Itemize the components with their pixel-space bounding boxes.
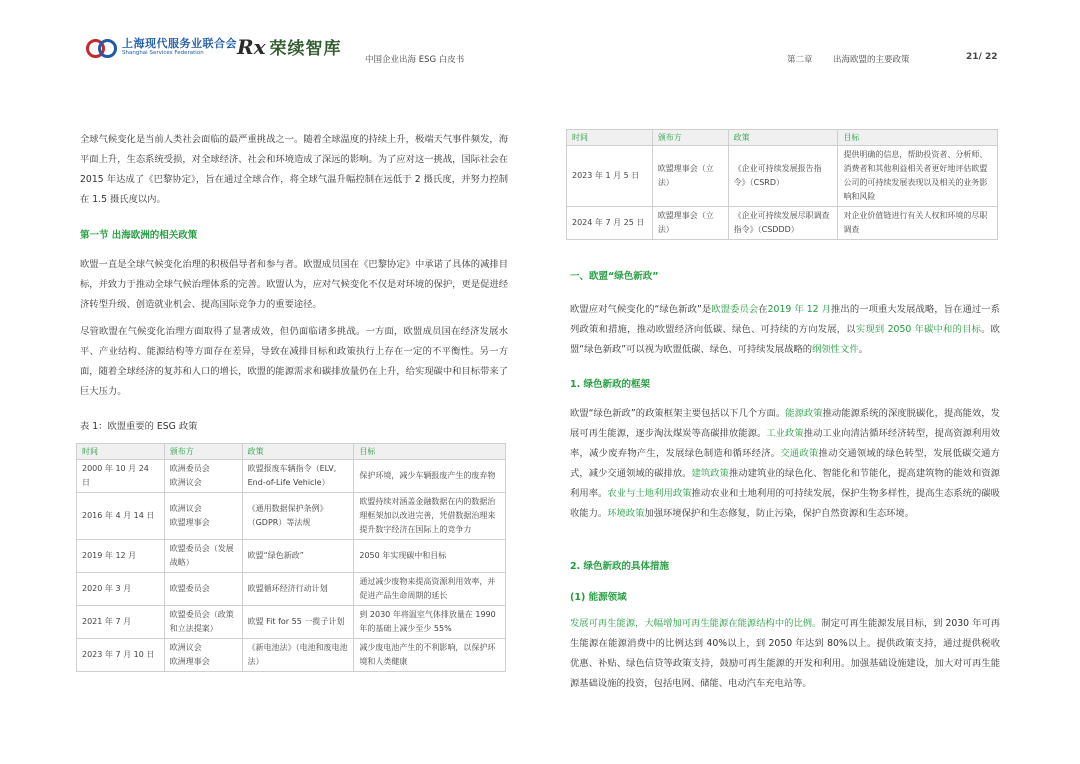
table-row: [77, 606, 506, 639]
cell-issuer: 欧洲议会 欧盟理事会: [164, 493, 242, 540]
intro-paragraph: 全球气候变化是当前人类社会面临的最严重挑战之一。随着全球温度的持续上升，极端天气事件频发，海平面上升，生态系统受损，对全球经济、社会和环境造成了深远的影响。为了应对这一挑战，国际社会在 2015 年达成了《巴黎协定》，旨在通过全球合作，将全球气温升幅控制在远低于 2 摄氏度，并努力控制在 1.5 摄氏度以内。: [80, 134, 508, 205]
cell-goal: 对企业价值链进行有关人权和环境的尽职调查: [838, 207, 998, 240]
cell-policy: 欧盟循环经济行动计划: [242, 573, 354, 606]
cell-issuer: 欧盟委员会: [164, 573, 242, 606]
table-row: [77, 540, 506, 573]
cell-time: 2023 年 7 月 10 日: [77, 639, 165, 672]
ssf-logo-mark-icon: [86, 36, 116, 58]
cell-time: 2024 年 7 月 25 日: [567, 207, 653, 240]
cell-policy: 《企业可持续发展尽职调查指令》（CSDDD）: [728, 207, 838, 240]
cell-issuer: 欧盟理事会（立法）: [652, 207, 728, 240]
cell-issuer: 欧洲委员会 欧洲议会: [164, 460, 242, 493]
cell-policy: 欧盟“绿色新政”: [242, 540, 354, 573]
table-row: [77, 573, 506, 606]
col-header-time: 时间: [567, 130, 653, 146]
subheading-measures: 2. 绿色新政的具体措施: [570, 561, 670, 572]
col-header-goal: 目标: [838, 130, 998, 146]
cell-issuer: 欧洲议会 欧洲理事会: [164, 639, 242, 672]
subheading-energy: (1) 能源领域: [570, 592, 627, 603]
table-caption: 表 1：欧盟重要的 ESG 政策: [80, 421, 198, 432]
paragraph-eu-advocate: 欧盟一直是全球气候变化治理的积极倡导者和参与者。欧盟成员国在《巴黎协定》中承诺了具体的减排目标，并致力于推动全球气候治理体系的完善。欧盟认为，应对气候变化不仅是对环境的保护，更是促进经济转型升级、创造就业机会、提高国际竞争力的重要途径。: [80, 259, 508, 310]
col-header-issuer: 颁布方: [164, 444, 242, 460]
cell-time: 2020 年 3 月: [77, 573, 165, 606]
chapter-title: 出海欧盟的主要政策: [833, 55, 910, 65]
ssf-logo-en: Shanghai Services Federation: [122, 49, 204, 56]
cell-policy: 《新电池法》（电池和废电池法）: [242, 639, 354, 672]
table-row: [77, 639, 506, 672]
rx-logo-name: 荣续智库: [269, 39, 342, 59]
cell-goal: 通过减少废物来提高资源利用效率，并促进产品生命周期的延长: [354, 573, 506, 606]
table-row: [77, 493, 506, 540]
cell-issuer: 欧盟委员会（政策和立法提案）: [164, 606, 242, 639]
col-header-policy: 政策: [728, 130, 838, 146]
cell-issuer: 欧盟理事会（立法）: [652, 146, 728, 207]
col-header-goal: 目标: [354, 444, 506, 460]
table-row: [567, 207, 998, 240]
cell-policy: 欧盟报废车辆指令（ELV, End-of-Life Vehicle）: [242, 460, 354, 493]
rx-logo-mark: Rx: [237, 34, 266, 59]
col-header-issuer: 颁布方: [652, 130, 728, 146]
page-number: 21/ 22: [966, 52, 998, 62]
table-row: [567, 146, 998, 207]
cell-policy: 《通用数据保护条例》（GDPR）等法规: [242, 493, 354, 540]
ssf-logo-cn: 上海现代服务业联合会: [122, 36, 237, 50]
cell-time: 2019 年 12 月: [77, 540, 165, 573]
col-header-time: 时间: [77, 444, 165, 460]
ssf-logo: [86, 36, 237, 58]
cell-time: 2000 年 10 月 24 日: [77, 460, 165, 493]
section-heading-green-deal: 一、欧盟“绿色新政”: [570, 271, 659, 282]
subheading-framework: 1. 绿色新政的框架: [570, 379, 651, 390]
rx-logo: [237, 34, 342, 59]
cell-goal: 到 2030 年将温室气体排放量在 1990 年的基础上减少至少 55%: [354, 606, 506, 639]
cell-goal: 减少废电池产生的不利影响，以保护环境和人类健康: [354, 639, 506, 672]
section-heading-left: 第一节 出海欧洲的相关政策: [80, 230, 198, 241]
cell-goal: 提供明确的信息，帮助投资者、分析师、消费者和其他利益相关者更好地评估欧盟公司的可持续发展表现以及相关的业务影响和风险: [838, 146, 998, 207]
cell-time: 2023 年 1 月 5 日: [567, 146, 653, 207]
paragraph-energy: 发展可再生能源，大幅增加可再生能源在能源结构中的比例。制定可再生能源发展目标，到 2030 年可再生能源在能源消费中的比例达到 40%以上，到 2050 年达到 80%以上。提供政策支持，通过提供税收优惠、补贴、绿色信贷等政策支持，鼓励可再生能源的开发和利用。加强基础设施建设，加大对可再生能源基础设施的投资，包括电网、储能、电动汽车充电站等。: [570, 618, 1000, 689]
cell-policy: 欧盟 Fit for 55 一揽子计划: [242, 606, 354, 639]
col-header-policy: 政策: [242, 444, 354, 460]
esg-policy-table-continued: [566, 129, 998, 240]
cell-goal: 2050 年实现碳中和目标: [354, 540, 506, 573]
paragraph-eu-challenges: 尽管欧盟在气候变化治理方面取得了显著成效，但仍面临诸多挑战。一方面，欧盟成员国在经济发展水平、产业结构、能源结构等方面存在差异，导致在减排目标和政策执行上存在一定的不平衡性。另一方面，随着全球经济的复苏和人口的增长，欧盟的能源需求和碳排放量仍在上升，给实现碳中和目标带来了巨大压力。: [80, 326, 508, 397]
doc-title: 中国企业出海 ESG 白皮书: [365, 55, 465, 65]
cell-issuer: 欧盟委员会（发展战略）: [164, 540, 242, 573]
cell-goal: 欧盟持续对涵盖金融数据在内的数据治理框架加以改进完善，凭借数据治理来提升数字经济在国际上的竞争力: [354, 493, 506, 540]
chapter-label: 第二章: [787, 55, 813, 65]
esg-policy-table: [76, 443, 506, 672]
cell-policy: 《企业可持续发展报告指令》（CSRD）: [728, 146, 838, 207]
paragraph-green-deal-intro: 欧盟应对气候变化的“绿色新政”是欧盟委员会在2019 年 12 月推出的一项重大发展战略，旨在通过一系列政策和措施，推动欧盟经济向低碳、绿色、可持续的方向发展，以实现到 2050 年碳中和的目标。欧盟“绿色新政”可以视为欧盟低碳、绿色、可持续发展战略的纲领性文件。: [570, 304, 1000, 355]
table-row: [77, 460, 506, 493]
cell-goal: 保护环境，减少车辆报废产生的废弃物: [354, 460, 506, 493]
cell-time: 2016 年 4 月 14 日: [77, 493, 165, 540]
cell-time: 2021 年 7 月: [77, 606, 165, 639]
paragraph-framework: 欧盟“绿色新政”的政策框架主要包括以下几个方面。能源政策推动能源系统的深度脱碳化，提高能效，发展可再生能源，逐步淘汰煤炭等高碳排放能源。工业政策推动工业向清洁循环经济转型，提高资源利用效率，减少废弃物产生，发展绿色制造和循环经济。交通政策推动交通领域的绿色转型，发展低碳交通方式，减少交通领域的碳排放。建筑政策推动建筑业的绿色化、智能化和节能化，提高建筑物的能效和资源利用率。农业与土地利用政策推动农业和土地利用的可持续发展，保护生物多样性，提高生态系统的碳吸收能力。环境政策加强环境保护和生态修复，防止污染，保护自然资源和生态环境。: [570, 408, 1000, 519]
